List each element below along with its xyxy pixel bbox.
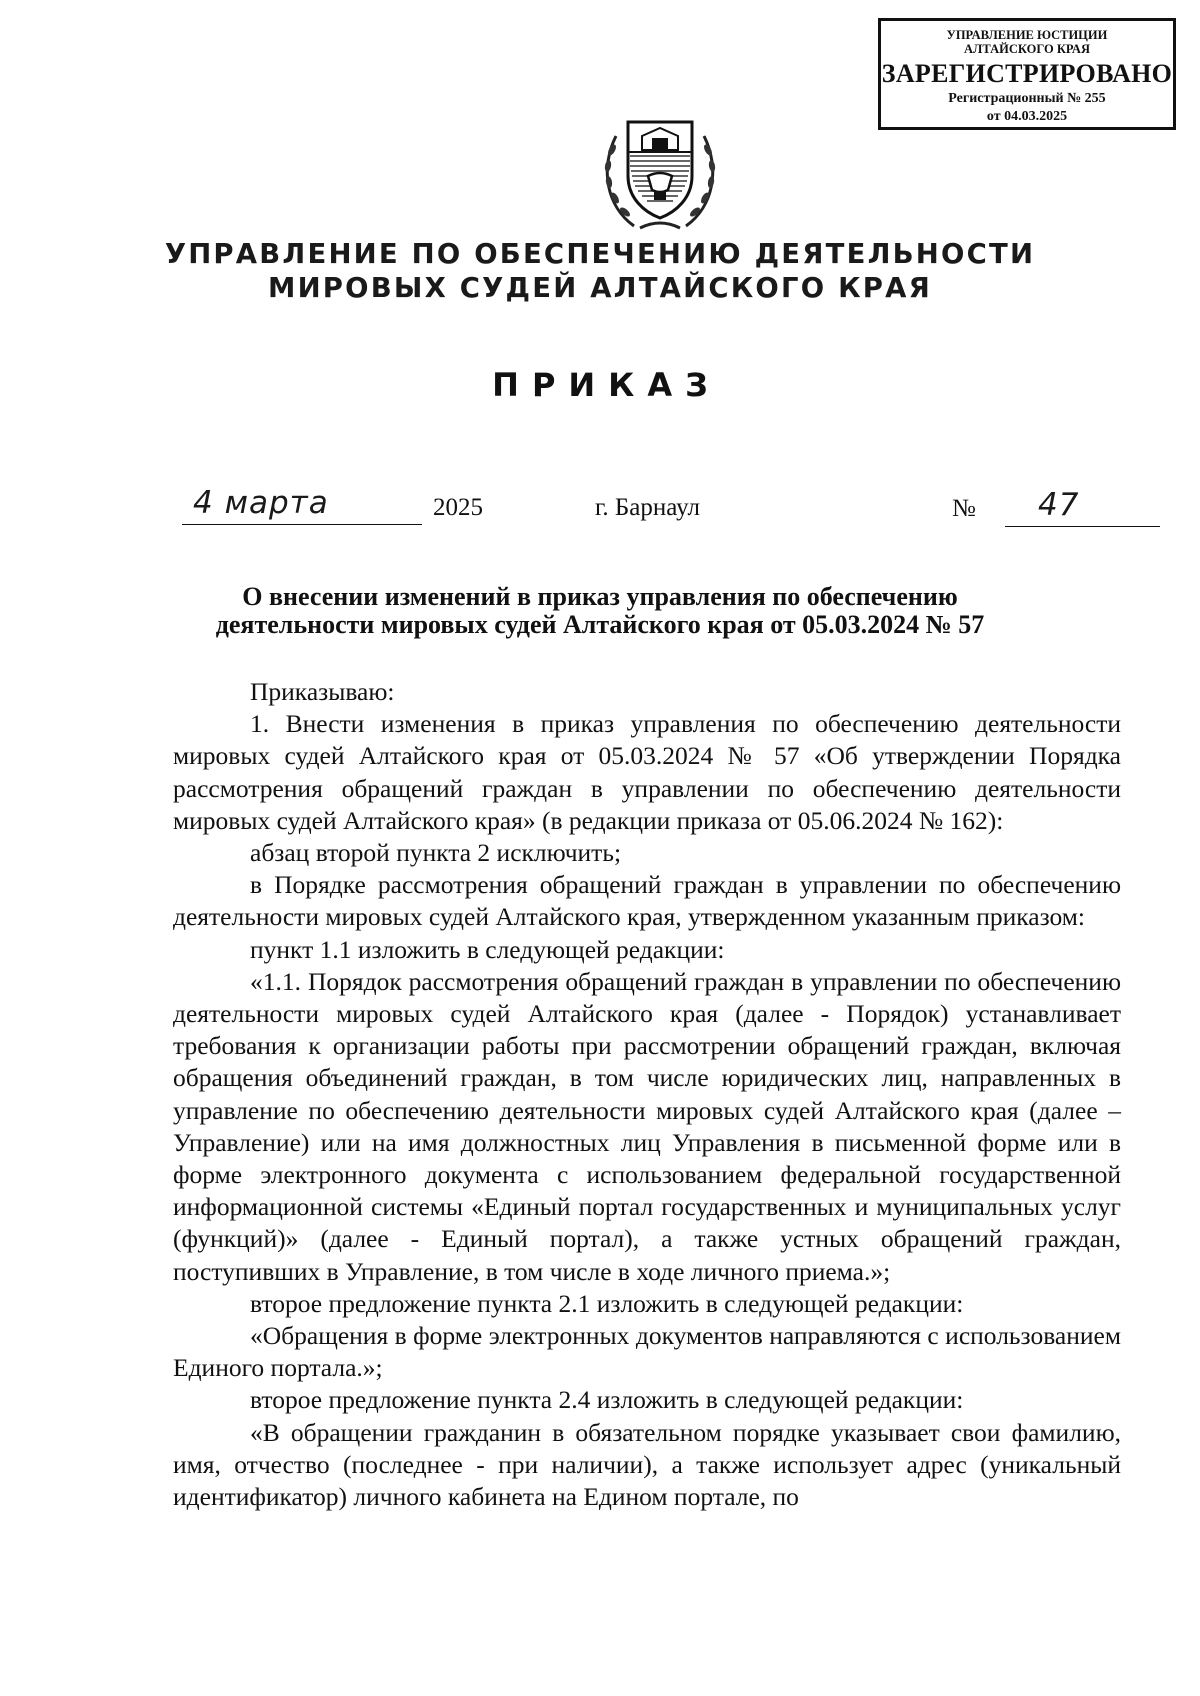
date-underline [182,524,422,525]
body-paragraph: второе предложение пункта 2.4 изложить в следующей редакции: [250,1385,964,1415]
stamp-reg-number: Регистрационный № 255 [948,91,1106,106]
stamp-status: ЗАРЕГИСТРИРОВАНО [881,59,1173,88]
body-paragraph: 1. Внести изменения в приказ управления по обеспечению деятельности мировых судей Алтайского края от 05.03.2024 № 57 «Об утверждении Порядка рассмотрения обращений граждан в управлении по обеспечению деятельности мировых судей Алтайского края» (в редакции приказа от 05.06.2024 № 162): [173,709,1121,835]
body-paragraph: Приказываю: [250,677,395,706]
handwritten-date: 4 марта [193,485,329,521]
document-title-line2: деятельности мировых судей Алтайского края от 05.03.2024 № 57 [215,610,985,639]
body-paragraph: «В обращении гражданин в обязательном порядке указывает свои фамилию, имя, отчество (последнее - при наличии), а также использует адрес (уникальный идентификатор) личного кабинета на Едином портале, по [173,1417,1121,1512]
stamp-org-line1: УПРАВЛЕНИЕ ЮСТИЦИИ [946,28,1108,42]
body-paragraph: в Порядке рассмотрения обращений граждан в управлении по обеспечению деятельности мировых судей Алтайского края, утвержденном указанным приказом: [173,870,1121,932]
city: г. Барнаул [595,494,700,521]
stamp-reg-date: от 04.03.2025 [986,109,1068,124]
body-paragraph: пункт 1.1 изложить в следующей редакции: [250,934,725,964]
coat-of-arms-icon [594,106,726,238]
document-type-heading: ПРИКАЗ [492,366,721,404]
date-year: 2025 [433,494,483,521]
stamp-org-line2: АЛТАЙСКОГО КРАЯ [964,42,1090,56]
number-underline [1005,526,1160,527]
org-name-line1: УПРАВЛЕНИЕ ПО ОБЕСПЕЧЕНИЮ ДЕЯТЕЛЬНОСТИ [164,238,1036,270]
handwritten-number: 47 [1038,487,1080,523]
document-body [173,676,1121,1513]
body-paragraph: «1.1. Порядок рассмотрения обращений граждан в управлении по обеспечению деятельности мировых судей Алтайского края (далее - Порядок) устанавливает требования к организации работы при рассмотрении обращений граждан, включая обращения объединений граждан, в том числе юридических лиц, направленных в управление по обеспечению деятельности мировых судей Алтайского края (далее – Управление) или на имя должностных лиц Управления в письменной форме или в форме электронного документа с использованием федеральной государственной информационной системы «Единый портал государственных и муниципальных услуг (функций)» (далее - Единый портал), а также устных обращений граждан, поступивших в Управление, в том числе в ходе личного приема.»; [173,966,1121,1286]
registration-stamp [878,18,1176,130]
document-title-line1: О внесении изменений в приказ управления по обеспечению [242,582,958,611]
body-paragraph: «Обращения в форме электронных документов направляются с использованием Единого портала.»; [173,1321,1121,1383]
org-name-line2: МИРОВЫХ СУДЕЙ АЛТАЙСКОГО КРАЯ [268,272,932,304]
body-paragraph: второе предложение пункта 2.1 изложить в следующей редакции: [250,1288,964,1318]
number-label: № [952,495,976,522]
body-paragraph: абзац второй пункта 2 исключить; [250,838,622,868]
